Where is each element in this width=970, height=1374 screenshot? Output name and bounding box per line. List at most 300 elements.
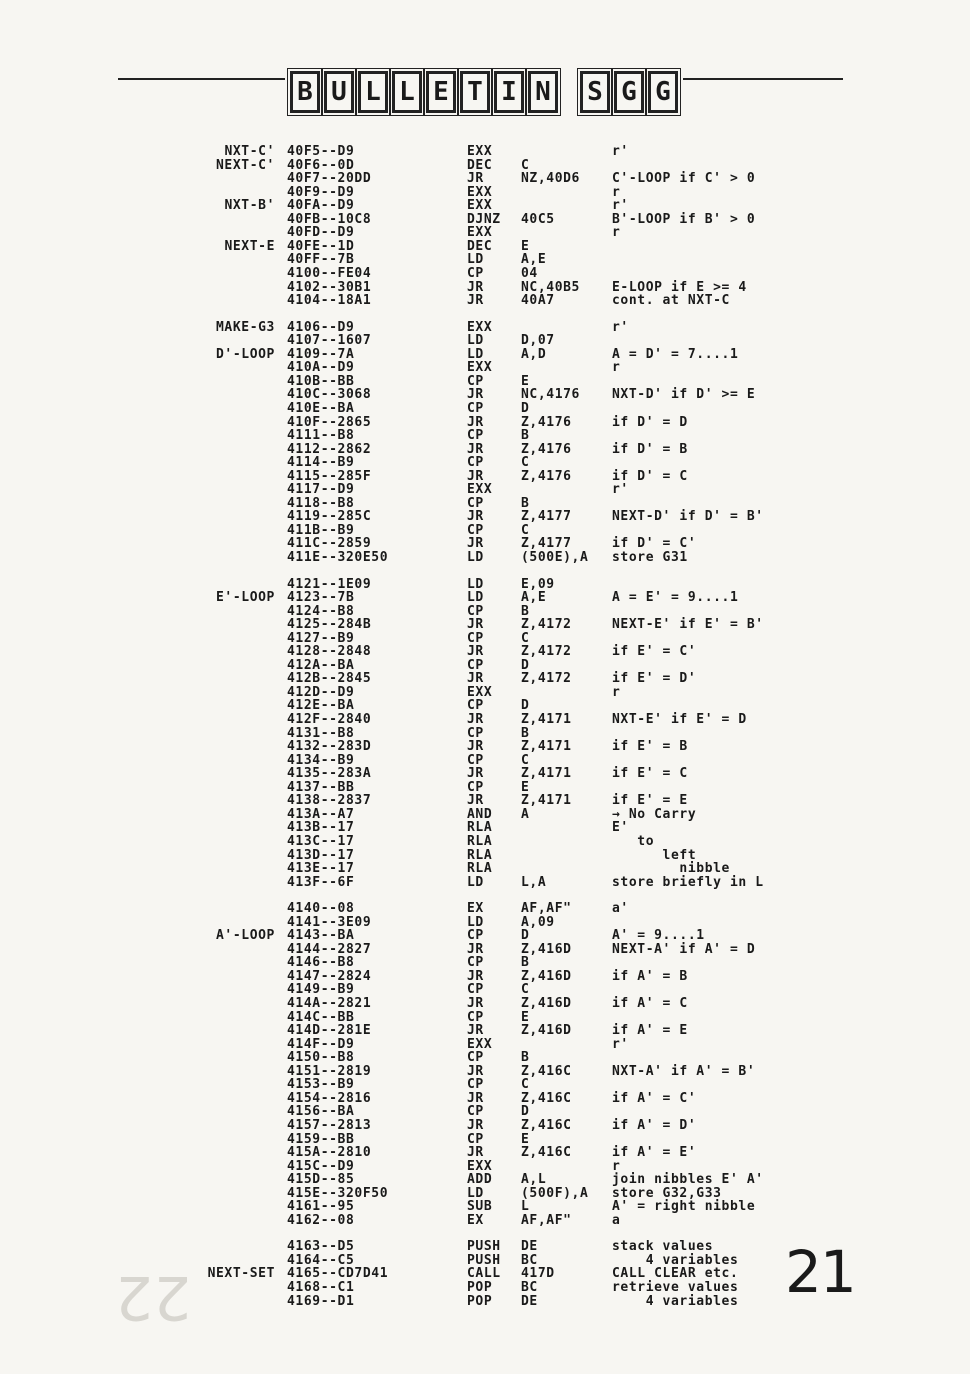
row-operands: DE	[521, 1239, 538, 1255]
row-comment: NEXT-A' if A' = D	[612, 941, 756, 957]
listing-row	[0, 497, 970, 510]
row-operands: Z,4177	[521, 536, 572, 552]
row-mnemonic: CP	[467, 779, 484, 795]
row-address: 4114--B9	[287, 455, 355, 471]
row-comment: 4 variables	[612, 1252, 739, 1268]
row-operands: Z,416C	[521, 1090, 572, 1106]
row-mnemonic: JR	[467, 171, 484, 187]
row-comment: r	[612, 184, 621, 200]
banner-letter: T	[460, 71, 490, 113]
row-operands: D	[521, 400, 530, 416]
row-mnemonic: JR	[467, 739, 484, 755]
listing-row	[0, 186, 970, 199]
row-mnemonic: EXX	[467, 144, 493, 159]
listing-row	[0, 1187, 970, 1200]
row-comment: if A' = D'	[612, 1117, 697, 1133]
row-comment: left	[612, 847, 697, 863]
row-operands: E	[521, 779, 530, 795]
row-label: A'-LOOP	[216, 928, 275, 944]
banner-letter: I	[494, 71, 524, 113]
row-mnemonic: CP	[467, 400, 484, 416]
row-address: 4121--1E09	[287, 576, 372, 592]
row-label: D'-LOOP	[216, 346, 275, 362]
row-comment: store G32,G33	[612, 1185, 722, 1201]
row-mnemonic: PUSH	[467, 1252, 501, 1268]
row-operands: NZ,40D6	[521, 171, 580, 187]
row-mnemonic: JR	[467, 387, 484, 403]
row-comment: NEXT-E' if E' = B'	[612, 617, 764, 633]
row-comment: if E' = B	[612, 739, 688, 755]
row-operands: Z,416D	[521, 968, 572, 984]
row-operands: 04	[521, 266, 538, 281]
listing-row	[0, 956, 970, 969]
row-mnemonic: CP	[467, 455, 484, 471]
listing-row	[0, 1065, 970, 1078]
row-mnemonic: EXX	[467, 225, 493, 241]
row-address: 4132--283D	[287, 739, 372, 755]
row-comment: if D' = B	[612, 441, 688, 457]
banner-letter: G	[614, 71, 644, 113]
listing-row	[0, 781, 970, 794]
listing-row	[0, 1051, 970, 1064]
row-comment: r	[612, 360, 621, 376]
listing-row	[0, 618, 970, 631]
row-comment: if A' = E'	[612, 1145, 697, 1160]
row-comment: r'	[612, 198, 629, 214]
row-comment: NXT-E' if E' = D	[612, 712, 747, 727]
row-address: 40FB--10C8	[287, 211, 372, 227]
row-address: 4111--B8	[287, 428, 355, 443]
row-comment: r	[612, 225, 621, 241]
row-address: 4150--B8	[287, 1050, 355, 1066]
row-comment: nibble	[612, 861, 730, 876]
row-mnemonic: LD	[467, 550, 484, 565]
row-operands: D,07	[521, 333, 555, 349]
row-mnemonic: CP	[467, 1050, 484, 1066]
row-operands: D	[521, 657, 530, 673]
banner-letter: N	[528, 71, 558, 113]
listing-row	[0, 970, 970, 983]
row-operands: C	[521, 522, 530, 538]
listing-row	[0, 1146, 970, 1159]
row-comment: NXT-D' if D' >= E	[612, 387, 756, 403]
row-comment: a'	[612, 901, 629, 917]
row-address: 4161--95	[287, 1199, 355, 1215]
listing-row	[0, 416, 970, 429]
row-label: NEXT-SET	[207, 1266, 275, 1282]
row-address: 40F6--0D	[287, 157, 355, 173]
row-operands: A,09	[521, 914, 555, 930]
row-address: 415E--320F50	[287, 1185, 389, 1201]
row-address: 4138--2837	[287, 793, 372, 809]
row-mnemonic: LD	[467, 874, 484, 890]
row-comment: if E' = C	[612, 766, 688, 782]
row-operands: B	[521, 955, 530, 971]
row-mnemonic: CP	[467, 982, 484, 998]
listing-row	[0, 835, 970, 848]
row-mnemonic: POP	[467, 1293, 493, 1309]
row-address: 413F--6F	[287, 874, 355, 890]
listing-row	[0, 578, 970, 591]
listing-row	[0, 1038, 970, 1051]
row-address: 4159--BB	[287, 1131, 355, 1147]
row-mnemonic: LD	[467, 346, 484, 362]
row-operands: AF,AF"	[521, 901, 572, 917]
row-address: 4147--2824	[287, 968, 372, 984]
listing-row	[0, 686, 970, 699]
listing-row	[0, 172, 970, 185]
row-operands: C	[521, 752, 530, 768]
row-mnemonic: EXX	[467, 1036, 493, 1052]
listing-row	[0, 849, 970, 862]
row-address: 4149--B9	[287, 982, 355, 998]
listing-row	[0, 510, 970, 523]
row-mnemonic: RLA	[467, 847, 493, 863]
row-mnemonic: CP	[467, 1077, 484, 1093]
row-comment: r'	[612, 144, 629, 159]
row-address: 4143--BA	[287, 928, 355, 944]
row-address: 4119--285C	[287, 509, 372, 525]
listing-row	[0, 862, 970, 875]
listing-row	[0, 1200, 970, 1213]
row-address: 4164--C5	[287, 1252, 355, 1268]
row-address: 40F5--D9	[287, 144, 355, 159]
row-operands: B	[521, 495, 530, 511]
listing-row	[0, 983, 970, 996]
row-mnemonic: JR	[467, 1145, 484, 1160]
row-comment: if D' = D	[612, 414, 688, 430]
listing-row	[0, 876, 970, 889]
row-operands: Z,4171	[521, 712, 572, 727]
row-operands: Z,4172	[521, 644, 572, 660]
listing-row	[0, 605, 970, 618]
listing-row	[0, 240, 970, 253]
row-operands: C	[521, 157, 530, 173]
row-address: 415D--85	[287, 1172, 355, 1188]
row-mnemonic: CP	[467, 373, 484, 389]
row-mnemonic: CP	[467, 428, 484, 443]
listing-row	[0, 267, 970, 280]
row-mnemonic: CP	[467, 657, 484, 673]
row-address: 415A--2810	[287, 1145, 372, 1160]
row-address: 4153--B9	[287, 1077, 355, 1093]
row-operands: E	[521, 1131, 530, 1147]
row-mnemonic: CP	[467, 522, 484, 538]
row-comment: r'	[612, 1036, 629, 1052]
banner-letter: S	[580, 71, 610, 113]
row-address: 40FD--D9	[287, 225, 355, 241]
row-address: 4156--BA	[287, 1104, 355, 1120]
row-address: 412A--BA	[287, 657, 355, 673]
row-operands: A	[521, 806, 530, 822]
row-address: 412D--D9	[287, 684, 355, 700]
row-operands: A,L	[521, 1172, 547, 1188]
listing-row	[0, 226, 970, 239]
listing-row	[0, 1011, 970, 1024]
row-address: 4162--08	[287, 1212, 355, 1228]
row-operands: B	[521, 603, 530, 619]
row-address: 4125--284B	[287, 617, 372, 633]
row-address: 40F7--20DD	[287, 171, 372, 187]
row-mnemonic: SUB	[467, 1199, 493, 1215]
listing-row	[0, 334, 970, 347]
listing-row	[0, 159, 970, 172]
row-mnemonic: RLA	[467, 861, 493, 876]
row-address: 4117--D9	[287, 482, 355, 498]
listing-row	[0, 1024, 970, 1037]
row-operands: AF,AF"	[521, 1212, 572, 1228]
row-operands: C	[521, 455, 530, 471]
row-operands: Z,416C	[521, 1145, 572, 1160]
row-comment: retrieve values	[612, 1280, 739, 1295]
row-comment: join nibbles E' A'	[612, 1172, 764, 1188]
row-mnemonic: JR	[467, 1090, 484, 1106]
row-mnemonic: PUSH	[467, 1239, 501, 1255]
listing-row	[0, 281, 970, 294]
row-comment: r	[612, 1158, 621, 1174]
row-operands: B	[521, 725, 530, 741]
listing-row	[0, 794, 970, 807]
row-operands: B	[521, 428, 530, 443]
row-mnemonic: JR	[467, 441, 484, 457]
row-mnemonic: CP	[467, 928, 484, 944]
row-operands: E	[521, 238, 530, 254]
row-mnemonic: JR	[467, 712, 484, 727]
row-mnemonic: POP	[467, 1280, 493, 1295]
row-address: 410E--BA	[287, 400, 355, 416]
listing-row	[0, 199, 970, 212]
row-address: 4141--3E09	[287, 914, 372, 930]
row-label: NEXT-E	[224, 238, 275, 254]
row-mnemonic: JR	[467, 644, 484, 660]
row-comment: E'	[612, 820, 629, 836]
row-address: 4102--30B1	[287, 279, 372, 295]
row-operands: 40C5	[521, 211, 555, 227]
listing-row	[0, 551, 970, 564]
row-address: 4154--2816	[287, 1090, 372, 1106]
row-address: 4157--2813	[287, 1117, 372, 1133]
row-address: 4124--B8	[287, 603, 355, 619]
row-comment: 4 variables	[612, 1293, 739, 1309]
row-operands: C	[521, 630, 530, 646]
row-mnemonic: RLA	[467, 820, 493, 836]
row-comment: if D' = C	[612, 468, 688, 484]
listing-row	[0, 645, 970, 658]
row-operands: NC,4176	[521, 387, 580, 403]
row-mnemonic: DEC	[467, 157, 493, 173]
row-comment: stack values	[612, 1239, 714, 1255]
listing-row	[0, 470, 970, 483]
row-comment: → No Carry	[612, 806, 697, 822]
row-mnemonic: CP	[467, 1009, 484, 1025]
row-mnemonic: LD	[467, 1185, 484, 1201]
row-operands: B	[521, 1050, 530, 1066]
listing-row	[0, 537, 970, 550]
listing-row	[0, 943, 970, 956]
row-operands: Z,416D	[521, 941, 572, 957]
listing-row	[0, 902, 970, 915]
row-comment: B'-LOOP if B' > 0	[612, 211, 756, 227]
listing-row	[0, 821, 970, 834]
row-operands: C	[521, 1077, 530, 1093]
row-mnemonic: LD	[467, 252, 484, 268]
row-mnemonic: EXX	[467, 684, 493, 700]
row-mnemonic: CP	[467, 698, 484, 714]
row-mnemonic: DJNZ	[467, 211, 501, 227]
row-comment: A = D' = 7....1	[612, 346, 739, 362]
listing-row	[0, 672, 970, 685]
bleed-through-page-number: 22	[115, 1262, 192, 1332]
row-address: 413E--17	[287, 861, 355, 876]
row-operands: D	[521, 1104, 530, 1120]
listing-row	[0, 213, 970, 226]
row-address: 4135--283A	[287, 766, 372, 782]
listing-row	[0, 388, 970, 401]
row-operands: Z,4172	[521, 617, 572, 633]
row-mnemonic: JR	[467, 279, 484, 295]
listing-row	[0, 754, 970, 767]
listing-row	[0, 591, 970, 604]
row-comment: cont. at NXT-C	[612, 293, 730, 309]
row-comment: A' = 9....1	[612, 928, 705, 944]
row-address: 411B--B9	[287, 522, 355, 538]
row-mnemonic: CP	[467, 955, 484, 971]
row-address: 413D--17	[287, 847, 355, 863]
row-address: 414A--2821	[287, 996, 372, 1011]
row-operands: DE	[521, 1293, 538, 1309]
listing-row	[0, 740, 970, 753]
row-comment: CALL CLEAR etc.	[612, 1266, 739, 1282]
row-mnemonic: CP	[467, 630, 484, 646]
row-address: 411E--320E50	[287, 550, 389, 565]
listing-row	[0, 145, 970, 158]
listing-row	[0, 808, 970, 821]
row-mnemonic: JR	[467, 1023, 484, 1039]
row-mnemonic: LD	[467, 914, 484, 930]
row-mnemonic: EXX	[467, 360, 493, 376]
row-address: 4163--D5	[287, 1239, 355, 1255]
row-operands: Z,4171	[521, 793, 572, 809]
banner-letter: B	[290, 71, 320, 113]
row-mnemonic: CP	[467, 603, 484, 619]
row-address: 410B--BB	[287, 373, 355, 389]
row-mnemonic: ADD	[467, 1172, 493, 1188]
banner-letter: L	[392, 71, 422, 113]
listing-row	[0, 443, 970, 456]
banner-letter: G	[648, 71, 678, 113]
row-address: 412B--2845	[287, 671, 372, 687]
row-comment: store briefly in L	[612, 874, 764, 890]
row-operands: BC	[521, 1280, 538, 1295]
row-mnemonic: AND	[467, 806, 493, 822]
listing-row	[0, 727, 970, 740]
row-address: 4107--1607	[287, 333, 372, 349]
listing-row	[0, 916, 970, 929]
row-address: 4127--B9	[287, 630, 355, 646]
row-mnemonic: EXX	[467, 198, 493, 214]
listing-row	[0, 1119, 970, 1132]
row-operands: A,E	[521, 252, 547, 268]
row-comment: E-LOOP if E >= 4	[612, 279, 747, 295]
listing-row	[0, 253, 970, 266]
row-mnemonic: EXX	[467, 482, 493, 498]
row-address: 4100--FE04	[287, 266, 372, 281]
row-mnemonic: JR	[467, 293, 484, 309]
row-comment: if E' = D'	[612, 671, 697, 687]
row-operands: C	[521, 982, 530, 998]
row-mnemonic: JR	[467, 996, 484, 1011]
row-label: NXT-C'	[224, 144, 275, 159]
row-address: 4109--7A	[287, 346, 355, 362]
row-address: 414C--BB	[287, 1009, 355, 1025]
row-mnemonic: LD	[467, 590, 484, 606]
row-address: 413B--17	[287, 820, 355, 836]
listing-row	[0, 456, 970, 469]
listing-row	[0, 1078, 970, 1091]
row-mnemonic: LD	[467, 333, 484, 349]
row-comment: r'	[612, 319, 629, 335]
row-address: 4144--2827	[287, 941, 372, 957]
row-comment: A' = right nibble	[612, 1199, 756, 1215]
row-mnemonic: EX	[467, 1212, 484, 1228]
row-address: 4112--2862	[287, 441, 372, 457]
row-operands: (500E),A	[521, 550, 589, 565]
banner-letter: U	[324, 71, 354, 113]
row-mnemonic: EXX	[467, 1158, 493, 1174]
row-comment: if E' = C'	[612, 644, 697, 660]
row-comment: r'	[612, 482, 629, 498]
row-comment: NXT-A' if A' = B'	[612, 1063, 756, 1079]
listing-row	[0, 1092, 970, 1105]
banner-letter: E	[426, 71, 456, 113]
row-mnemonic: LD	[467, 576, 484, 592]
banner-letter: L	[358, 71, 388, 113]
row-mnemonic: JR	[467, 414, 484, 430]
row-mnemonic: EX	[467, 901, 484, 917]
listing-row	[0, 1160, 970, 1173]
row-operands: Z,416D	[521, 1023, 572, 1039]
row-address: 40F9--D9	[287, 184, 355, 200]
row-address: 40FA--D9	[287, 198, 355, 214]
row-mnemonic: CALL	[467, 1266, 501, 1282]
row-operands: Z,416C	[521, 1117, 572, 1133]
row-mnemonic: EXX	[467, 184, 493, 200]
listing-row	[0, 1133, 970, 1146]
row-operands: A,D	[521, 346, 547, 362]
row-comment: if A' = E	[612, 1023, 688, 1039]
listing-row	[0, 997, 970, 1010]
row-address: 414D--281E	[287, 1023, 372, 1039]
row-mnemonic: CP	[467, 1104, 484, 1120]
listing-row	[0, 402, 970, 415]
row-operands: Z,416D	[521, 996, 572, 1011]
row-address: 411C--2859	[287, 536, 372, 552]
listing-row	[0, 375, 970, 388]
row-label: NEXT-C'	[216, 157, 275, 173]
row-label: NXT-B'	[224, 198, 275, 214]
row-address: 4104--18A1	[287, 293, 372, 309]
row-mnemonic: CP	[467, 266, 484, 281]
row-operands: D	[521, 698, 530, 714]
listing-row	[0, 659, 970, 672]
listing-row	[0, 483, 970, 496]
row-mnemonic: JR	[467, 941, 484, 957]
listing-row	[0, 1173, 970, 1186]
row-comment: store G31	[612, 550, 688, 565]
row-operands: Z,4177	[521, 509, 572, 525]
row-operands: Z,4176	[521, 414, 572, 430]
row-address: 413A--A7	[287, 806, 355, 822]
